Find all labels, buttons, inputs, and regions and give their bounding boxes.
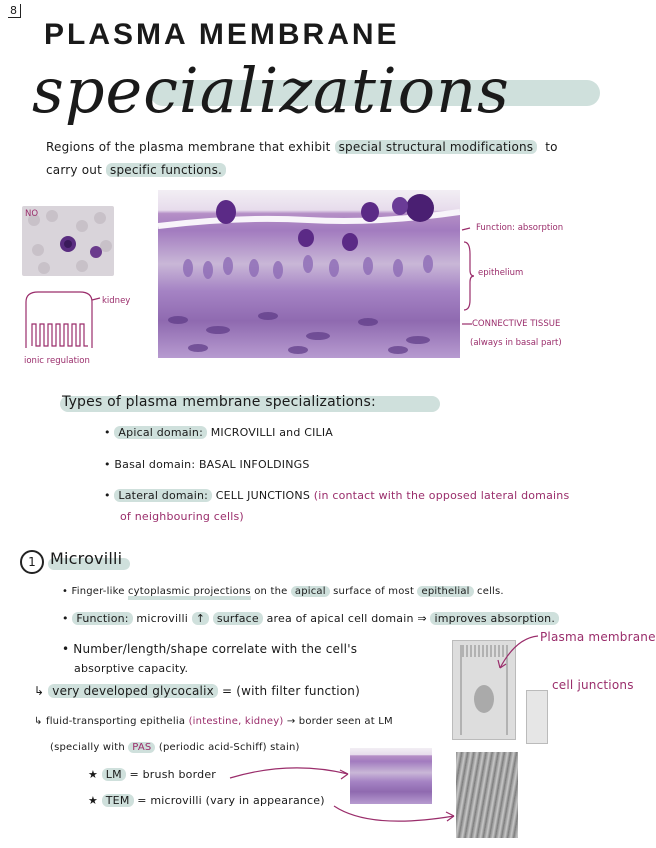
mv-b1-epi: epithelial [417, 586, 473, 597]
label-cell-junctions: cell junctions [552, 678, 634, 692]
mv-b2-hl2: improves absorption. [430, 612, 559, 625]
reference-arrows [220, 760, 460, 840]
section-heading-microvilli: Microvilli [50, 549, 123, 568]
mv-b8-hl: TEM [102, 794, 134, 807]
type-label-apical: Apical domain: [114, 426, 207, 439]
mv-b1-apical: apical [291, 586, 330, 597]
type-value-basal: BASAL INFOLDINGS [198, 458, 310, 471]
mv-b1-mid: on the [254, 586, 288, 597]
mv-b3-line1: Number/length/shape correlate with the cell's [73, 642, 358, 656]
label-connective: CONNECTIVE TISSUE [472, 319, 561, 329]
mv-b2-text1: microvilli [136, 612, 188, 625]
microvilli-bullet-1: • Finger-like cytoplasmic projections on the apical surface of most epithelial cells. [62, 586, 504, 597]
page-subtitle: specializations [32, 54, 510, 127]
mv-b6-rest: (periodic acid-Schiff) stain) [158, 742, 300, 753]
mv-b1-end: cells. [477, 586, 504, 597]
kidney-caption: ionic regulation [24, 356, 90, 366]
mv-b5-arrow: ↳ [34, 716, 43, 727]
intro-highlight-1: special structural modifications [335, 140, 538, 154]
microvilli-bullet-2: • Function: microvilli ↑ surface area of apical cell domain ⇒ improves absorption. [62, 612, 559, 625]
mv-b7-rest: = brush border [129, 768, 217, 781]
mv-b2-hl: surface [213, 612, 263, 625]
bullet: • [104, 458, 111, 471]
mv-b5-rest: → border seen at LM [286, 716, 393, 727]
label-plasma-membrane: Plasma membrane [540, 630, 656, 644]
type-value-apical: MICROVILLI and CILIA [210, 426, 334, 439]
mv-b6-pre: (specially with [50, 742, 125, 753]
microvilli-bullet-5 [34, 716, 393, 727]
mv-b4-rest: = (with filter function) [221, 684, 360, 698]
mv-b4-hl: very developed glycocalix [48, 684, 218, 698]
intro-line-1 [46, 140, 558, 154]
plasma-membrane-arrow [486, 632, 556, 682]
microvilli-bullet-4 [34, 684, 360, 698]
type-item-lateral [104, 489, 569, 502]
mv-b2-text2: area of apical cell domain [266, 612, 414, 625]
type-item-apical [104, 426, 333, 439]
bullet: • [104, 426, 111, 439]
mv-b1-mid2: surface of most [333, 586, 415, 597]
cell-junctions-diagram [526, 690, 548, 744]
microvilli-bullet-3: • Number/length/shape correlate with the cell's [62, 642, 358, 656]
type-label-lateral: Lateral domain: [114, 489, 212, 502]
page-number: 8 [8, 4, 21, 18]
mv-b2-label: Function: [72, 612, 132, 625]
type-item-basal [104, 458, 310, 471]
microvilli-bullet-6 [50, 742, 300, 753]
histology-svg [158, 190, 460, 358]
label-epithelium: epithelium [478, 268, 524, 278]
mv-b8-rest: = microvilli (vary in appearance) [137, 794, 325, 807]
section-number: 1 [20, 550, 44, 574]
mv-b3-line2: absorptive capacity. [74, 662, 189, 675]
intro-to: to [545, 140, 558, 154]
microvilli-bullet-7 [88, 768, 216, 781]
type-extra-lateral-2: of neighbouring cells) [120, 510, 244, 523]
intro-carry: carry out [46, 163, 102, 177]
microvilli-tem-image [456, 752, 518, 838]
type-label-basal: Basal domain: [114, 458, 196, 471]
bullet: • [104, 489, 111, 502]
mv-b1-hl: cytoplasmic projections [127, 586, 251, 597]
mv-b7-hl: LM [102, 768, 126, 781]
kidney-label: kidney [102, 296, 131, 306]
mv-b5-mag: (intestine, kidney) [188, 716, 284, 727]
mv-b8-star: ★ [88, 794, 99, 807]
mv-b4-arrow: ↳ [34, 684, 45, 698]
intro-highlight-2: specific functions. [106, 163, 226, 177]
label-function: Function: absorption [476, 223, 564, 233]
types-heading: Types of plasma membrane specializations: [62, 394, 376, 410]
label-connective-note: (always in basal part) [470, 338, 562, 348]
page-title: PLASMA MEMBRANE [44, 18, 400, 51]
mv-b6-hl: PAS [128, 742, 155, 753]
intro-line-2 [46, 163, 226, 177]
mv-b1-pre: Finger-like [71, 586, 125, 597]
intro-text: Regions of the plasma membrane that exhibit [46, 140, 331, 154]
epithelium-histology-image [158, 190, 460, 358]
mv-b2-up: ↑ [192, 612, 209, 625]
mv-b5-text: fluid-transporting epithelia [45, 716, 186, 727]
blood-smear-label: NO [25, 209, 39, 219]
mv-b2-arrow: ⇒ [417, 612, 427, 625]
type-extra-lateral: (in contact with the opposed lateral domains [313, 489, 570, 502]
mv-b7-star: ★ [88, 768, 99, 781]
type-value-lateral: CELL JUNCTIONS [215, 489, 311, 502]
